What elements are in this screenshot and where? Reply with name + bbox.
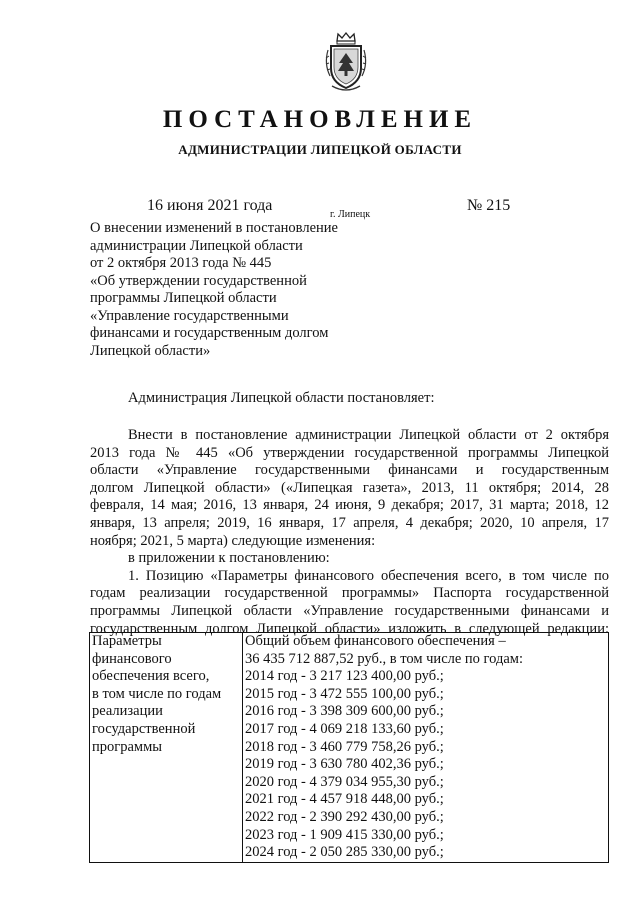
issuing-authority: АДМИНИСТРАЦИИ ЛИПЕЦКОЙ ОБЛАСТИ — [178, 142, 462, 157]
intro-statement: Администрация Липецкой области постановляет: — [128, 390, 435, 406]
parameter-name-line: в том числе по годам — [92, 685, 222, 702]
body-line: января, 13 апреля; 2019, 16 января, 17 апреля, 4 декабря; 2020, 10 апреля, 17 — [90, 514, 609, 531]
value-line: 2014 год - 3 217 123 400,00 руб.; — [245, 668, 444, 685]
value-line: Общий объем финансового обеспечения – — [245, 633, 506, 649]
value-line: 36 435 712 887,52 руб., в том числе по годам: — [245, 650, 523, 667]
subject-line: О внесении изменений в постановление — [90, 220, 338, 236]
subject-line: Липецкой области» — [90, 342, 211, 359]
subject-line: администрации Липецкой области — [90, 237, 303, 254]
parameter-name-line: обеспечения всего, — [92, 668, 210, 685]
value-line: 2020 год - 4 379 034 955,30 руб.; — [245, 773, 444, 790]
value-line: 2017 год - 4 069 218 133,60 руб.; — [245, 720, 444, 737]
value-line: 2015 год - 3 472 555 100,00 руб.; — [245, 685, 444, 702]
value-line: 2016 год - 3 398 309 600,00 руб.; — [245, 703, 444, 720]
table-row — [90, 633, 609, 863]
body-line: годам реализации государственной программы» Паспорта государственной — [90, 585, 609, 602]
value-line: 2021 год - 4 457 918 448,00 руб.; — [245, 791, 444, 808]
body-line: программы Липецкой области «Управление государственными финансами и — [90, 602, 609, 619]
parameter-value-cell — [243, 633, 609, 863]
subject-line: от 2 октября 2013 года № 445 — [90, 255, 272, 271]
value-line: 2024 год - 2 050 285 330,00 руб.; — [245, 844, 444, 861]
parameter-name-line: Параметры — [92, 633, 162, 649]
body-line: 1. Позицию «Параметры финансового обеспечения всего, в том числе по — [128, 567, 609, 584]
value-line: 2023 год - 1 909 415 330,00 руб.; — [245, 826, 444, 843]
document-title: ПОСТАНОВЛЕНИЕ — [162, 106, 478, 133]
subject-line: «Управление государственными — [90, 307, 289, 324]
body-line: февраля, 14 мая; 2016, 13 января, 24 июня, 9 декабря; 2017, 31 марта; 2018, 12 — [90, 497, 609, 514]
body-line: в приложении к постановлению: — [128, 550, 330, 567]
resolution-body — [90, 427, 609, 638]
document-place: г. Липецк — [330, 209, 371, 220]
body-line: ноября; 2021, 5 марта) следующие изменения: — [90, 532, 376, 549]
coat-of-arms-emblem — [322, 30, 370, 92]
parameter-name-line: государственной — [92, 720, 196, 737]
parameter-name-cell — [90, 633, 243, 863]
body-line: 2013 года № 445 «Об утверждении государственной программы Липецкой — [90, 444, 609, 461]
body-line: долгом Липецкой области» («Липецкая газета», 2013, 11 октября; 2014, 28 — [90, 479, 609, 496]
financing-parameters-table — [89, 632, 609, 863]
subject-line: «Об утверждении государственной — [90, 272, 307, 289]
subject-line: финансами и государственным долгом — [90, 325, 329, 341]
parameter-name-line: финансового — [92, 650, 172, 667]
body-line: Внести в постановление администрации Липецкой области от 2 октября — [128, 427, 609, 443]
document-subject — [90, 220, 338, 360]
value-line: 2019 год - 3 630 780 402,36 руб.; — [245, 756, 444, 773]
body-line: области «Управление государственными финансами и государственным — [90, 462, 609, 479]
parameter-name-line: программы — [92, 738, 162, 755]
body-line: государственным долгом Липецкой области» изложить в следующей редакции: — [90, 620, 609, 637]
parameter-name-line: реализации — [92, 703, 163, 720]
value-line: 2018 год - 3 460 779 758,26 руб.; — [245, 738, 444, 755]
document-date: 16 июня 2021 года — [147, 197, 273, 214]
document-number: № 215 — [467, 197, 511, 214]
subject-line: программы Липецкой области — [90, 290, 277, 306]
value-line: 2022 год - 2 390 292 430,00 руб.; — [245, 808, 444, 825]
